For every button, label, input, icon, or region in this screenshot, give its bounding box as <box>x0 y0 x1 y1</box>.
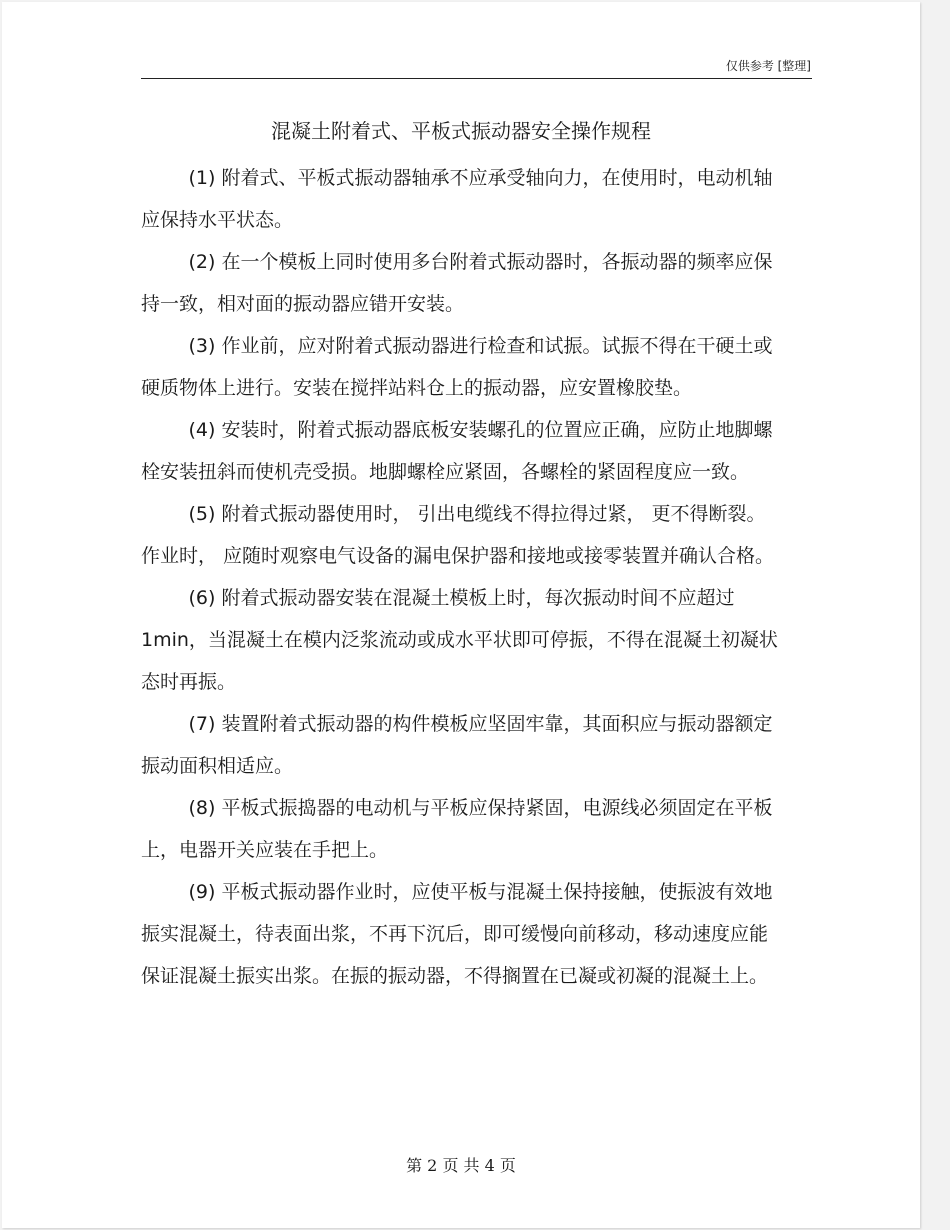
page-number: 第 2 页 共 4 页 <box>406 1156 516 1175</box>
document-page <box>2 2 920 1228</box>
document-body <box>141 157 781 997</box>
document-title: 混凝土附着式、平板式振动器安全操作规程 <box>271 119 651 143</box>
paragraph-1: (1) 附着式、平板式振动器轴承不应承受轴向力，在使用时，电动机轴应保持水平状态。 <box>141 167 773 231</box>
paragraph-9: (9) 平板式振动器作业时，应使平板与混凝土保持接触，使振波有效地振实混凝土，待表面出浆，不再下沉后，即可缓慢向前移动，移动速度应能保证混凝土振实出浆。在振的振动器，不得搁置在已凝或初凝的混凝土上。 <box>141 881 773 987</box>
paragraph-6: (6) 附着式振动器安装在混凝土模板上时，每次振动时间不应超过1min，当混凝土在模内泛浆流动或成水平状即可停振，不得在混凝土初凝状态时再振。 <box>141 587 778 693</box>
paragraph-2: (2) 在一个模板上同时使用多台附着式振动器时，各振动器的频率应保持一致，相对面的振动器应错开安装。 <box>141 251 773 315</box>
paragraph-3: (3) 作业前，应对附着式振动器进行检查和试振。试振不得在干硬土或硬质物体上进行。安装在搅拌站料仓上的振动器，应安置橡胶垫。 <box>141 335 773 399</box>
paragraph-8: (8) 平板式振捣器的电动机与平板应保持紧固，电源线必须固定在平板上，电器开关应装在手把上。 <box>141 797 773 861</box>
paragraph-5: (5) 附着式振动器使用时， 引出电缆线不得拉得过紧， 更不得断裂。作业时， 应随时观察电气设备的漏电保护器和接地或接零装置并确认合格。 <box>141 503 775 567</box>
header-note: 仅供参考 [整理] <box>725 59 811 73</box>
paragraph-7: (7) 装置附着式振动器的构件模板应坚固牢靠，其面积应与振动器额定振动面积相适应。 <box>141 713 773 777</box>
paragraph-4: (4) 安装时，附着式振动器底板安装螺孔的位置应正确，应防止地脚螺栓安装扭斜而使机壳受损。地脚螺栓应紧固，各螺栓的紧固程度应一致。 <box>141 419 773 483</box>
header-divider <box>141 78 812 79</box>
